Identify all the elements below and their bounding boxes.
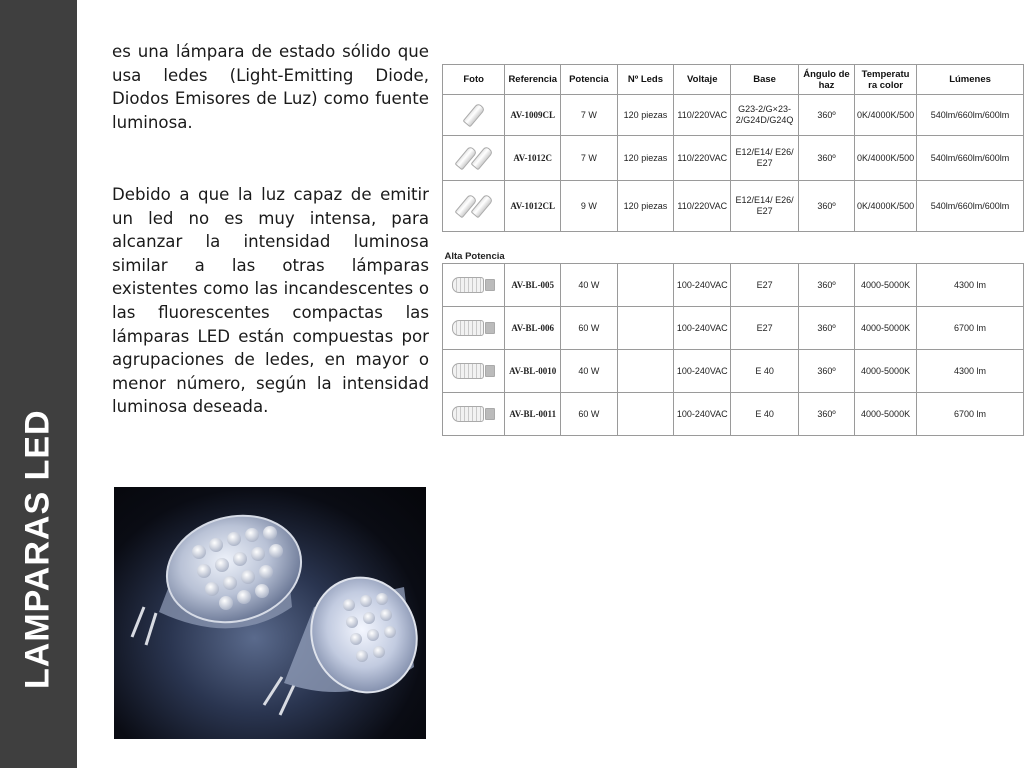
cell-voltaje: 110/220VAC <box>674 181 731 232</box>
cell-ref: AV-BL-0010 <box>505 350 561 393</box>
cell-lumenes: 540lm/660lm/600lm <box>917 136 1024 181</box>
cell-ref: AV-BL-0011 <box>505 393 561 436</box>
cell-voltaje: 100-240VAC <box>674 350 731 393</box>
header-temperatura: Temperatu ra color <box>855 65 917 95</box>
cell-base: E12/E14/ E26/ E27 <box>731 136 799 181</box>
cell-base: E 40 <box>731 393 799 436</box>
cell-voltaje: 100-240VAC <box>674 393 731 436</box>
bulb-image <box>452 363 484 379</box>
table-row <box>443 393 1024 436</box>
cell-temp: 4000-5000K <box>855 264 917 307</box>
section-label: Alta Potencia <box>443 232 1024 264</box>
cell-temp: 4000-5000K <box>855 350 917 393</box>
photo-cell <box>443 95 505 136</box>
table-row <box>443 136 1024 181</box>
cell-angulo: 360º <box>798 393 854 436</box>
bulb-cap <box>485 365 495 377</box>
cell-leds <box>617 307 674 350</box>
bulb-cap <box>485 279 495 291</box>
cell-potencia: 60 W <box>561 393 617 436</box>
cell-potencia: 7 W <box>561 136 617 181</box>
cell-ref: AV-1009CL <box>505 95 561 136</box>
cell-voltaje: 110/220VAC <box>674 136 731 181</box>
cell-angulo: 360º <box>798 181 854 232</box>
led-spotlights-photo <box>114 487 426 739</box>
cell-ref: AV-1012C <box>505 136 561 181</box>
table-row <box>443 264 1024 307</box>
cell-base: E12/E14/ E26/ E27 <box>731 181 799 232</box>
cell-potencia: 40 W <box>561 350 617 393</box>
bulb-image <box>452 277 484 293</box>
cell-temp: 0K/4000K/500 <box>855 95 917 136</box>
led-spec-table <box>442 64 1024 436</box>
cell-temp: 4000-5000K <box>855 393 917 436</box>
cell-leds <box>617 393 674 436</box>
cell-lumenes: 6700 lm <box>917 307 1024 350</box>
table-row <box>443 307 1024 350</box>
bulb-image <box>452 406 484 422</box>
header-angulo: Ángulo de haz <box>798 65 854 95</box>
cell-lumenes: 540lm/660lm/600lm <box>917 181 1024 232</box>
photo-cell <box>443 181 505 232</box>
photo-cell <box>443 136 505 181</box>
cell-angulo: 360º <box>798 95 854 136</box>
bulb-pin <box>132 607 144 637</box>
table-row <box>443 350 1024 393</box>
sidebar <box>0 0 77 768</box>
bulb-pin <box>280 685 294 715</box>
cell-base: E27 <box>731 264 799 307</box>
cell-ref: AV-BL-006 <box>505 307 561 350</box>
cell-lumenes: 4300 lm <box>917 264 1024 307</box>
bulb-image <box>462 103 485 128</box>
description-paragraph: Debido a que la luz capaz de emitir un led no es muy intensa, para alcanzar la intensidad luminosa similar a las otras lámparas existentes como las incandescentes o las fluorescentes compactas las lámparas LED están compuestas por agrupaciones de ledes, en mayor o menor número, según la intensidad luminosa deseada. <box>112 185 429 417</box>
cell-leds <box>617 350 674 393</box>
cell-leds: 120 piezas <box>617 181 674 232</box>
cell-voltaje: 100-240VAC <box>674 264 731 307</box>
cell-base: E27 <box>731 307 799 350</box>
table-row <box>443 95 1024 136</box>
cell-potencia: 7 W <box>561 95 617 136</box>
cell-ref: AV-1012CL <box>505 181 561 232</box>
led-bulbs-illustration <box>114 487 426 739</box>
cell-voltaje: 110/220VAC <box>674 95 731 136</box>
cell-angulo: 360º <box>798 307 854 350</box>
header-base: Base <box>731 65 799 95</box>
cell-lumenes: 4300 lm <box>917 350 1024 393</box>
section-row <box>443 232 1024 264</box>
header-potencia: Potencia <box>561 65 617 95</box>
cell-angulo: 360º <box>798 136 854 181</box>
sidebar-title: LAMPARAS LED <box>18 409 57 689</box>
cell-potencia: 60 W <box>561 307 617 350</box>
header-referencia: Referencia <box>505 65 561 95</box>
header-voltaje: Voltaje <box>674 65 731 95</box>
table-row <box>443 181 1024 232</box>
photo-cell <box>443 393 505 436</box>
cell-voltaje: 100-240VAC <box>674 307 731 350</box>
cell-temp: 0K/4000K/500 <box>855 136 917 181</box>
header-lumenes: Lúmenes <box>917 65 1024 95</box>
photo-cell <box>443 264 505 307</box>
cell-potencia: 9 W <box>561 181 617 232</box>
photo-cell <box>443 350 505 393</box>
cell-base: E 40 <box>731 350 799 393</box>
intro-paragraph: es una lámpara de estado sólido que usa ledes (Light-Emitting Diode, Diodos Emisores de Luz) como fuente luminosa. <box>112 42 429 132</box>
cell-potencia: 40 W <box>561 264 617 307</box>
cell-lumenes: 6700 lm <box>917 393 1024 436</box>
cell-leds <box>617 264 674 307</box>
bulb-pin <box>146 613 156 645</box>
bulb-pin <box>264 677 282 705</box>
cell-leds: 120 piezas <box>617 136 674 181</box>
cell-leds: 120 piezas <box>617 95 674 136</box>
cell-angulo: 360º <box>798 350 854 393</box>
header-leds: Nº Leds <box>617 65 674 95</box>
bulb-image <box>452 320 484 336</box>
cell-ref: AV-BL-005 <box>505 264 561 307</box>
cell-base: G23-2/G×23-2/G24D/G24Q <box>731 95 799 136</box>
cell-lumenes: 540lm/660lm/600lm <box>917 95 1024 136</box>
header-foto: Foto <box>443 65 505 95</box>
cell-temp: 0K/4000K/500 <box>855 181 917 232</box>
cell-angulo: 360º <box>798 264 854 307</box>
bulb-cap <box>485 408 495 420</box>
table-header-row <box>443 65 1024 95</box>
photo-cell <box>443 307 505 350</box>
bulb-cap <box>485 322 495 334</box>
cell-temp: 4000-5000K <box>855 307 917 350</box>
